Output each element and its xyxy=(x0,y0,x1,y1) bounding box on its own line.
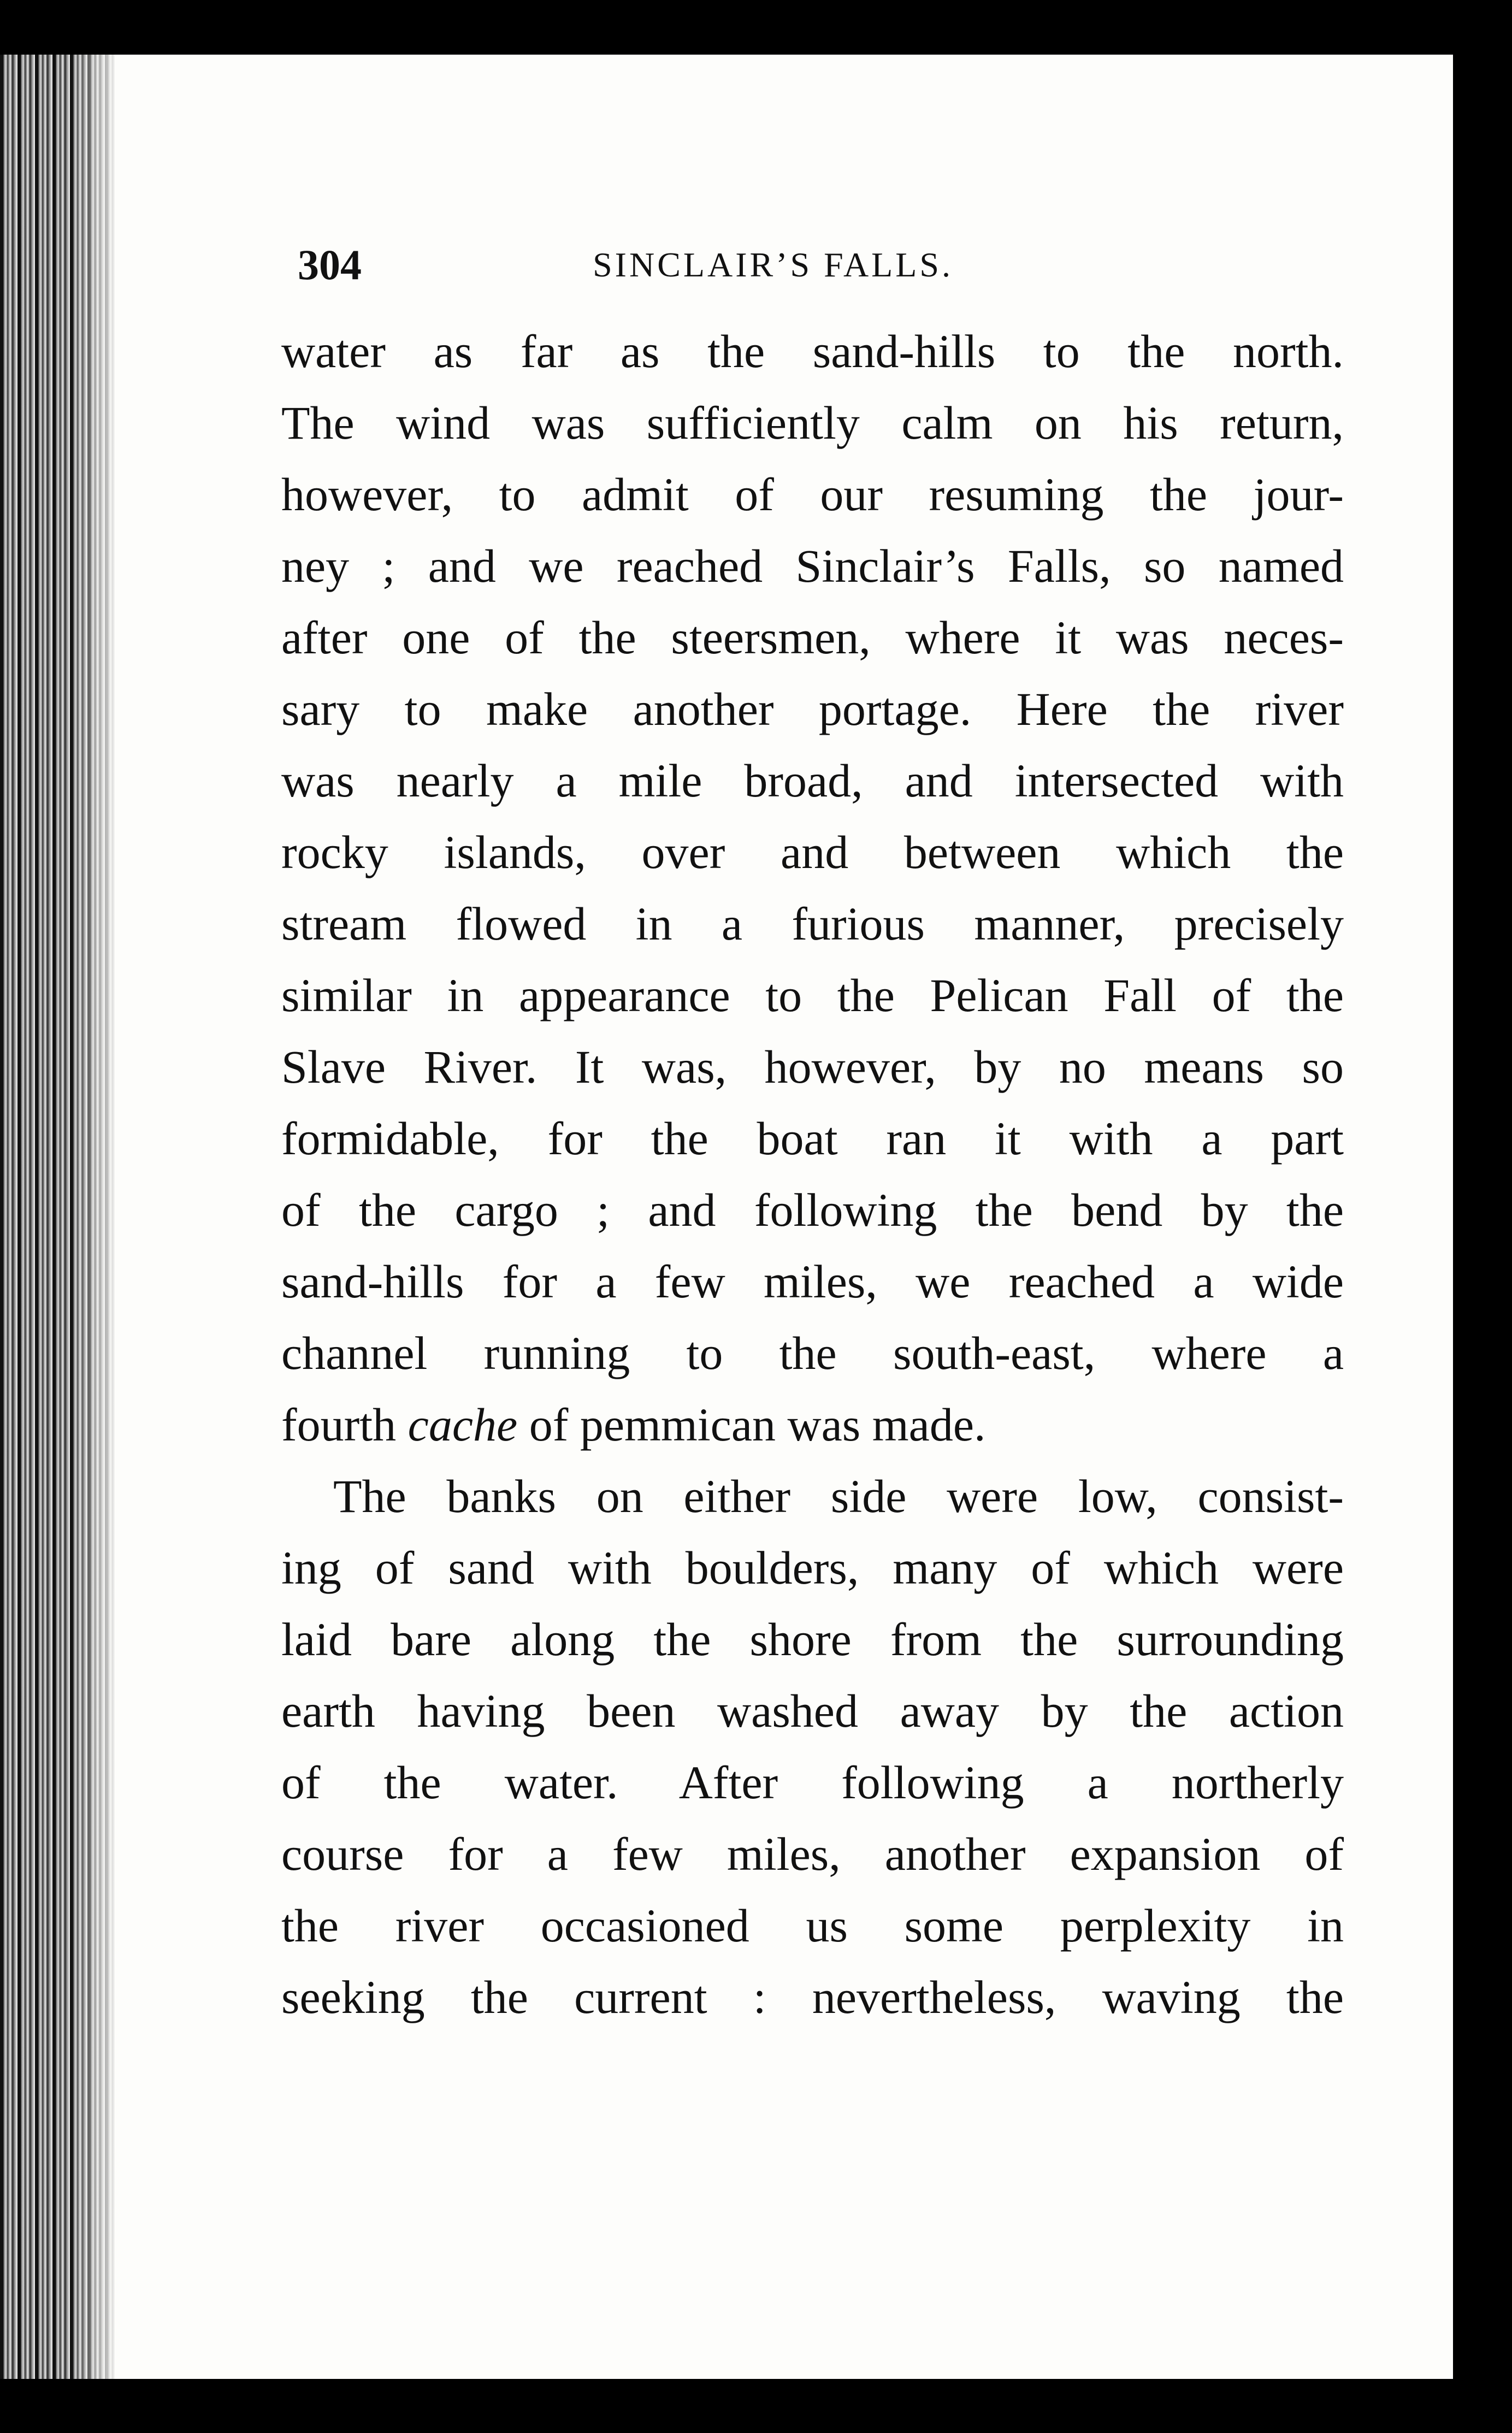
text-line: Slave River. It was, however, by no means so xyxy=(281,1041,1344,1093)
text-line: of the water. After following a northerly xyxy=(281,1756,1344,1809)
text-line: ing of sand with boulders, many of which were xyxy=(281,1542,1344,1594)
text-line: the river occasioned us some perplexity in xyxy=(281,1899,1344,1952)
page-header xyxy=(188,232,1357,298)
text-line: stream flowed in a furious manner, precisely xyxy=(281,897,1344,950)
scan-border-right xyxy=(1453,0,1512,2433)
running-head: SINCLAIR’S FALLS. xyxy=(593,245,953,284)
text-line: of the cargo ; and following the bend by the xyxy=(281,1184,1344,1236)
text-line: however, to admit of our resuming the jour- xyxy=(281,468,1344,521)
scan-border-bottom xyxy=(0,2379,1512,2433)
text-line: The wind was sufficiently calm on his return, xyxy=(281,397,1344,449)
italic-word: cache xyxy=(407,1398,518,1451)
paragraph-1 xyxy=(281,316,1344,1461)
text-line: after one of the steersmen, where it was neces- xyxy=(281,611,1344,664)
text-line: course for a few miles, another expansion of xyxy=(281,1828,1344,1880)
text-line: rocky islands, over and between which the xyxy=(281,826,1344,878)
text-line: formidable, for the boat ran it with a part xyxy=(281,1112,1344,1165)
text-line: ney ; and we reached Sinclair’s Falls, so named xyxy=(281,540,1344,592)
text-run: fourth xyxy=(281,1398,408,1451)
text-line: The banks on either side were low, consist- xyxy=(333,1470,1344,1522)
page-number: 304 xyxy=(298,241,362,288)
text-line: channel running to the south-east, where a xyxy=(281,1327,1344,1379)
binding-shadow xyxy=(71,55,147,2379)
scan-border-top xyxy=(0,0,1512,55)
text-line xyxy=(281,1389,1344,1461)
text-line: seeking the current : nevertheless, waving the xyxy=(281,1971,1344,2023)
paragraph-2 xyxy=(281,1461,1344,2033)
body-text xyxy=(281,316,1344,2033)
text-line: earth having been washed away by the action xyxy=(281,1685,1344,1737)
text-line: sand-hills for a few miles, we reached a wide xyxy=(281,1255,1344,1308)
text-run: of pemmican was made. xyxy=(517,1398,986,1451)
text-line: sary to make another portage. Here the river xyxy=(281,683,1344,735)
text-line: water as far as the sand-hills to the north. xyxy=(281,325,1344,377)
text-line: laid bare along the shore from the surrounding xyxy=(281,1613,1344,1666)
text-line: similar in appearance to the Pelican Fall of the xyxy=(281,969,1344,1021)
text-line: was nearly a mile broad, and intersected with xyxy=(281,754,1344,807)
